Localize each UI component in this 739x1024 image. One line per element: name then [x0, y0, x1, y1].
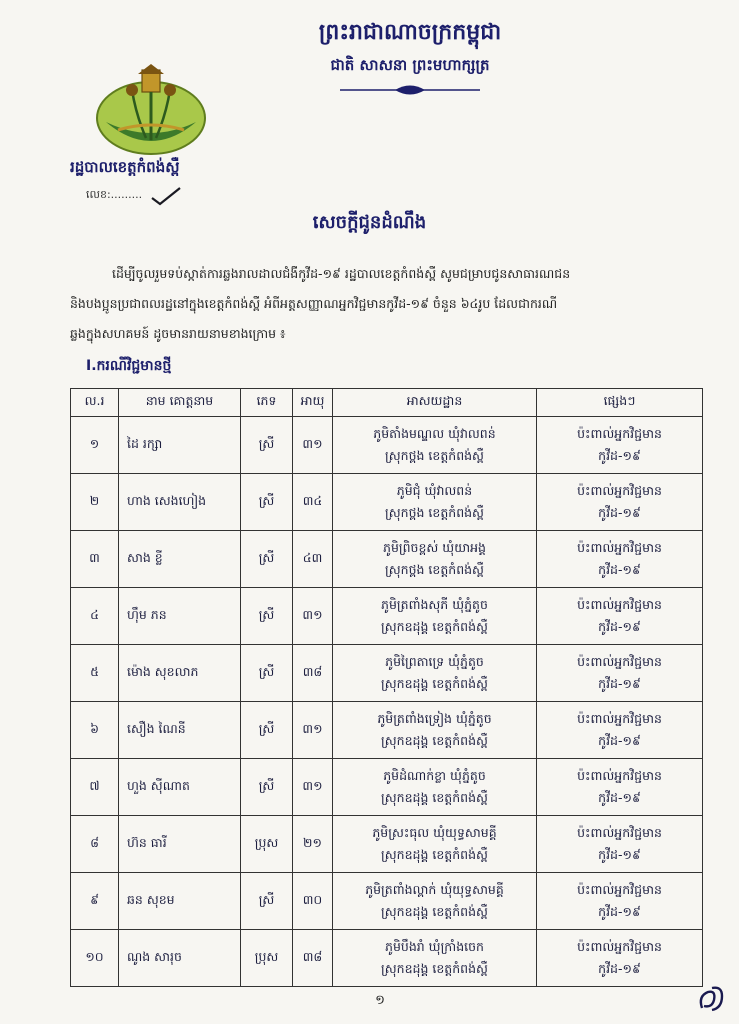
person-name: ម៉ោង សុខលាភ — [119, 645, 241, 702]
table-row — [71, 702, 703, 759]
note-line-2: កូវីដ-១៩ — [598, 562, 641, 577]
note-line-2: កូវីដ-១៩ — [598, 448, 641, 463]
header-sex: ភេទ — [241, 389, 293, 417]
person-age: ៣១ — [293, 759, 333, 816]
person-name: ហាង សេងហៀង — [119, 474, 241, 531]
address-line-2: ស្រុកថ្ពង ខេត្តកំពង់ស្ពឺ — [385, 505, 484, 520]
case-note — [537, 816, 703, 873]
person-address — [333, 417, 537, 474]
case-note — [537, 531, 703, 588]
table-row — [71, 588, 703, 645]
address-line-2: ស្រុកឧដុង្គ ខេត្តកំពង់ស្ពឺ — [381, 619, 488, 634]
case-note — [537, 930, 703, 987]
person-sex: ស្រី — [241, 474, 293, 531]
row-number: ៤ — [71, 588, 119, 645]
note-line-1: ប៉ះពាល់អ្នកវិជ្ជមាន — [577, 426, 662, 441]
row-number: ៧ — [71, 759, 119, 816]
address-line-1: ភូមិស្រះធុល ឃុំយុទ្ធសាមគ្គី — [372, 825, 497, 840]
note-line-1: ប៉ះពាល់អ្នកវិជ្ជមាន — [577, 597, 662, 612]
person-address — [333, 816, 537, 873]
page-number: ១ — [375, 993, 385, 1008]
person-name: សាង ខ្លី — [119, 531, 241, 588]
cases-table — [70, 388, 703, 987]
note-line-1: ប៉ះពាល់អ្នកវិជ្ជមាន — [577, 711, 662, 726]
case-note — [537, 588, 703, 645]
table-row — [71, 759, 703, 816]
address-line-2: ស្រុកឧដុង្គ ខេត្តកំពង់ស្ពឺ — [381, 961, 488, 976]
address-line-1: ភូមិដំណាក់ខ្លា ឃុំភ្នំតូច — [383, 768, 486, 783]
address-line-2: ស្រុកឧដុង្គ ខេត្តកំពង់ស្ពឺ — [381, 790, 488, 805]
person-sex: ស្រី — [241, 873, 293, 930]
note-line-2: កូវីដ-១៩ — [598, 505, 641, 520]
case-note — [537, 474, 703, 531]
person-sex: ប្រុស — [241, 930, 293, 987]
announcement-paragraph-line-3: ឆ្លងក្នុងសហគមន៍ ដូចមានរាយនាមខាងក្រោម ៖ — [70, 326, 286, 341]
person-age: ៣០ — [293, 873, 333, 930]
table-header-row — [71, 389, 703, 417]
note-line-1: ប៉ះពាល់អ្នកវិជ្ជមាន — [577, 768, 662, 783]
reference-number: លេខ:......... — [86, 188, 143, 201]
person-name: ឆន សុខម — [119, 873, 241, 930]
person-name: សឿង ណៃនី — [119, 702, 241, 759]
table-body — [71, 417, 703, 987]
header-note: ផ្សេងៗ — [537, 389, 703, 417]
note-line-1: ប៉ះពាល់អ្នកវិជ្ជមាន — [577, 939, 662, 954]
person-name: ដៃ រក្សា — [119, 417, 241, 474]
header-name: នាម គោត្តនាម — [119, 389, 241, 417]
address-line-2: ស្រុកថ្ពង ខេត្តកំពង់ស្ពឺ — [385, 562, 484, 577]
person-sex: ស្រី — [241, 759, 293, 816]
person-sex: ស្រី — [241, 588, 293, 645]
announcement-paragraph-line-1: ដើម្បីចូលរួមទប់ស្កាត់ការឆ្លងរាលដាលជំងឺកូវីដ-១៩ រដ្ឋបាលខេត្តកំពង់ស្ពឺ សូមជម្រាបជូនសាធារណជន — [112, 266, 571, 281]
person-sex: ស្រី — [241, 702, 293, 759]
address-line-2: ស្រុកថ្ពង ខេត្តកំពង់ស្ពឺ — [385, 448, 484, 463]
address-line-1: ភូមិត្រពាំងសុភី ឃុំភ្នំតូច — [381, 597, 488, 612]
address-line-1: ភូមិត្រពាំងទ្រៀង ឃុំភ្នំតូច — [377, 711, 492, 726]
address-line-1: ភូមិត្រពាំងល្ពាក់ ឃុំយុទ្ធសាមគ្គី — [365, 882, 504, 897]
row-number: ១ — [71, 417, 119, 474]
person-sex: ស្រី — [241, 645, 293, 702]
case-note — [537, 417, 703, 474]
case-note — [537, 702, 703, 759]
address-line-1: ភូមិជុំ ឃុំវាលពន់ — [396, 483, 473, 498]
header-number: ល.រ — [71, 389, 119, 417]
person-address — [333, 873, 537, 930]
row-number: ២ — [71, 474, 119, 531]
office-name: រដ្ឋបាលខេត្តកំពង់ស្ពឺ — [70, 158, 180, 176]
note-line-2: កូវីដ-១៩ — [598, 847, 641, 862]
row-number: ៨ — [71, 816, 119, 873]
note-line-1: ប៉ះពាល់អ្នកវិជ្ជមាន — [577, 540, 662, 555]
note-line-2: កូវីដ-១៩ — [598, 733, 641, 748]
person-age: ៣៨ — [293, 930, 333, 987]
person-address — [333, 588, 537, 645]
kingdom-motto: ជាតិ សាសនា ព្រះមហាក្សត្រ — [330, 56, 490, 74]
address-line-1: ភូមិបឹងរាំ ឃុំក្រាំងចេក — [385, 939, 484, 954]
person-name: ហ៊ន ធារី — [119, 816, 241, 873]
address-line-2: ស្រុកឧដុង្គ ខេត្តកំពង់ស្ពឺ — [381, 904, 488, 919]
note-line-1: ប៉ះពាល់អ្នកវិជ្ជមាន — [577, 882, 662, 897]
address-line-1: ភូមិព្រិចខ្ពស់ ឃុំយាអង្គ — [383, 540, 486, 555]
person-age: ៣៤ — [293, 474, 333, 531]
table-row — [71, 474, 703, 531]
table-row — [71, 816, 703, 873]
header-age: អាយុ — [293, 389, 333, 417]
checkmark-icon — [122, 186, 182, 206]
note-line-1: ប៉ះពាល់អ្នកវិជ្ជមាន — [577, 825, 662, 840]
person-sex: ប្រុស — [241, 816, 293, 873]
ornament-divider — [335, 83, 485, 97]
address-line-2: ស្រុកឧដុង្គ ខេត្តកំពង់ស្ពឺ — [381, 847, 488, 862]
table-row — [71, 417, 703, 474]
person-name: ហួង ស៊ីណាត — [119, 759, 241, 816]
header-address: អាសយដ្ឋាន — [333, 389, 537, 417]
announcement-paragraph-line-2: និងបងប្អូនប្រជាពលរដ្ឋនៅក្នុងខេត្តកំពង់ស្ពឺ អំពីអត្តសញ្ញាណអ្នកវិជ្ជមានកូវីដ-១៩ ចំនួន ៦៤រូប ដែលជាករណី — [70, 296, 558, 311]
kingdom-title: ព្រះរាជាណាចក្រកម្ពុជា — [318, 20, 502, 45]
section-title: I.ករណីវិជ្ជមានថ្មី — [86, 358, 172, 374]
table-row — [71, 645, 703, 702]
person-age: ៣១ — [293, 588, 333, 645]
note-line-2: កូវីដ-១៩ — [598, 961, 641, 976]
person-address — [333, 702, 537, 759]
note-line-2: កូវីដ-១៩ — [598, 790, 641, 805]
person-age: ៣១ — [293, 417, 333, 474]
person-address — [333, 930, 537, 987]
person-sex: ស្រី — [241, 531, 293, 588]
address-line-1: ភូមិព្រៃតាទ្រេ ឃុំភ្នំតូច — [385, 654, 484, 669]
table-row — [71, 873, 703, 930]
person-name: ហ៊ឹម ភន — [119, 588, 241, 645]
case-note — [537, 759, 703, 816]
address-line-2: ស្រុកឧដុង្គ ខេត្តកំពង់ស្ពឺ — [381, 733, 488, 748]
person-address — [333, 531, 537, 588]
case-note — [537, 645, 703, 702]
person-age: ៣១ — [293, 702, 333, 759]
table-row — [71, 531, 703, 588]
person-address — [333, 474, 537, 531]
person-address — [333, 759, 537, 816]
note-line-2: កូវីដ-១៩ — [598, 619, 641, 634]
person-age: ២១ — [293, 816, 333, 873]
person-age: ៣៨ — [293, 645, 333, 702]
note-line-1: ប៉ះពាល់អ្នកវិជ្ជមាន — [577, 654, 662, 669]
case-note — [537, 873, 703, 930]
person-sex: ស្រី — [241, 417, 293, 474]
row-number: ៩ — [71, 873, 119, 930]
person-address — [333, 645, 537, 702]
address-line-2: ស្រុកឧដុង្គ ខេត្តកំពង់ស្ពឺ — [381, 676, 488, 691]
provincial-emblem-logo — [88, 60, 214, 160]
table-row — [71, 930, 703, 987]
handwritten-initial-mark — [694, 982, 728, 1016]
person-name: ណូង សារុច — [119, 930, 241, 987]
note-line-1: ប៉ះពាល់អ្នកវិជ្ជមាន — [577, 483, 662, 498]
row-number: ៦ — [71, 702, 119, 759]
row-number: ៣ — [71, 531, 119, 588]
document-title: សេចក្តីជូនដំណឹង — [312, 212, 427, 233]
row-number: ១០ — [71, 930, 119, 987]
note-line-2: កូវីដ-១៩ — [598, 904, 641, 919]
address-line-1: ភូមិតាំងមណ្ឌល ឃុំវាលពន់ — [373, 426, 496, 441]
person-age: ៤៣ — [293, 531, 333, 588]
row-number: ៥ — [71, 645, 119, 702]
note-line-2: កូវីដ-១៩ — [598, 676, 641, 691]
